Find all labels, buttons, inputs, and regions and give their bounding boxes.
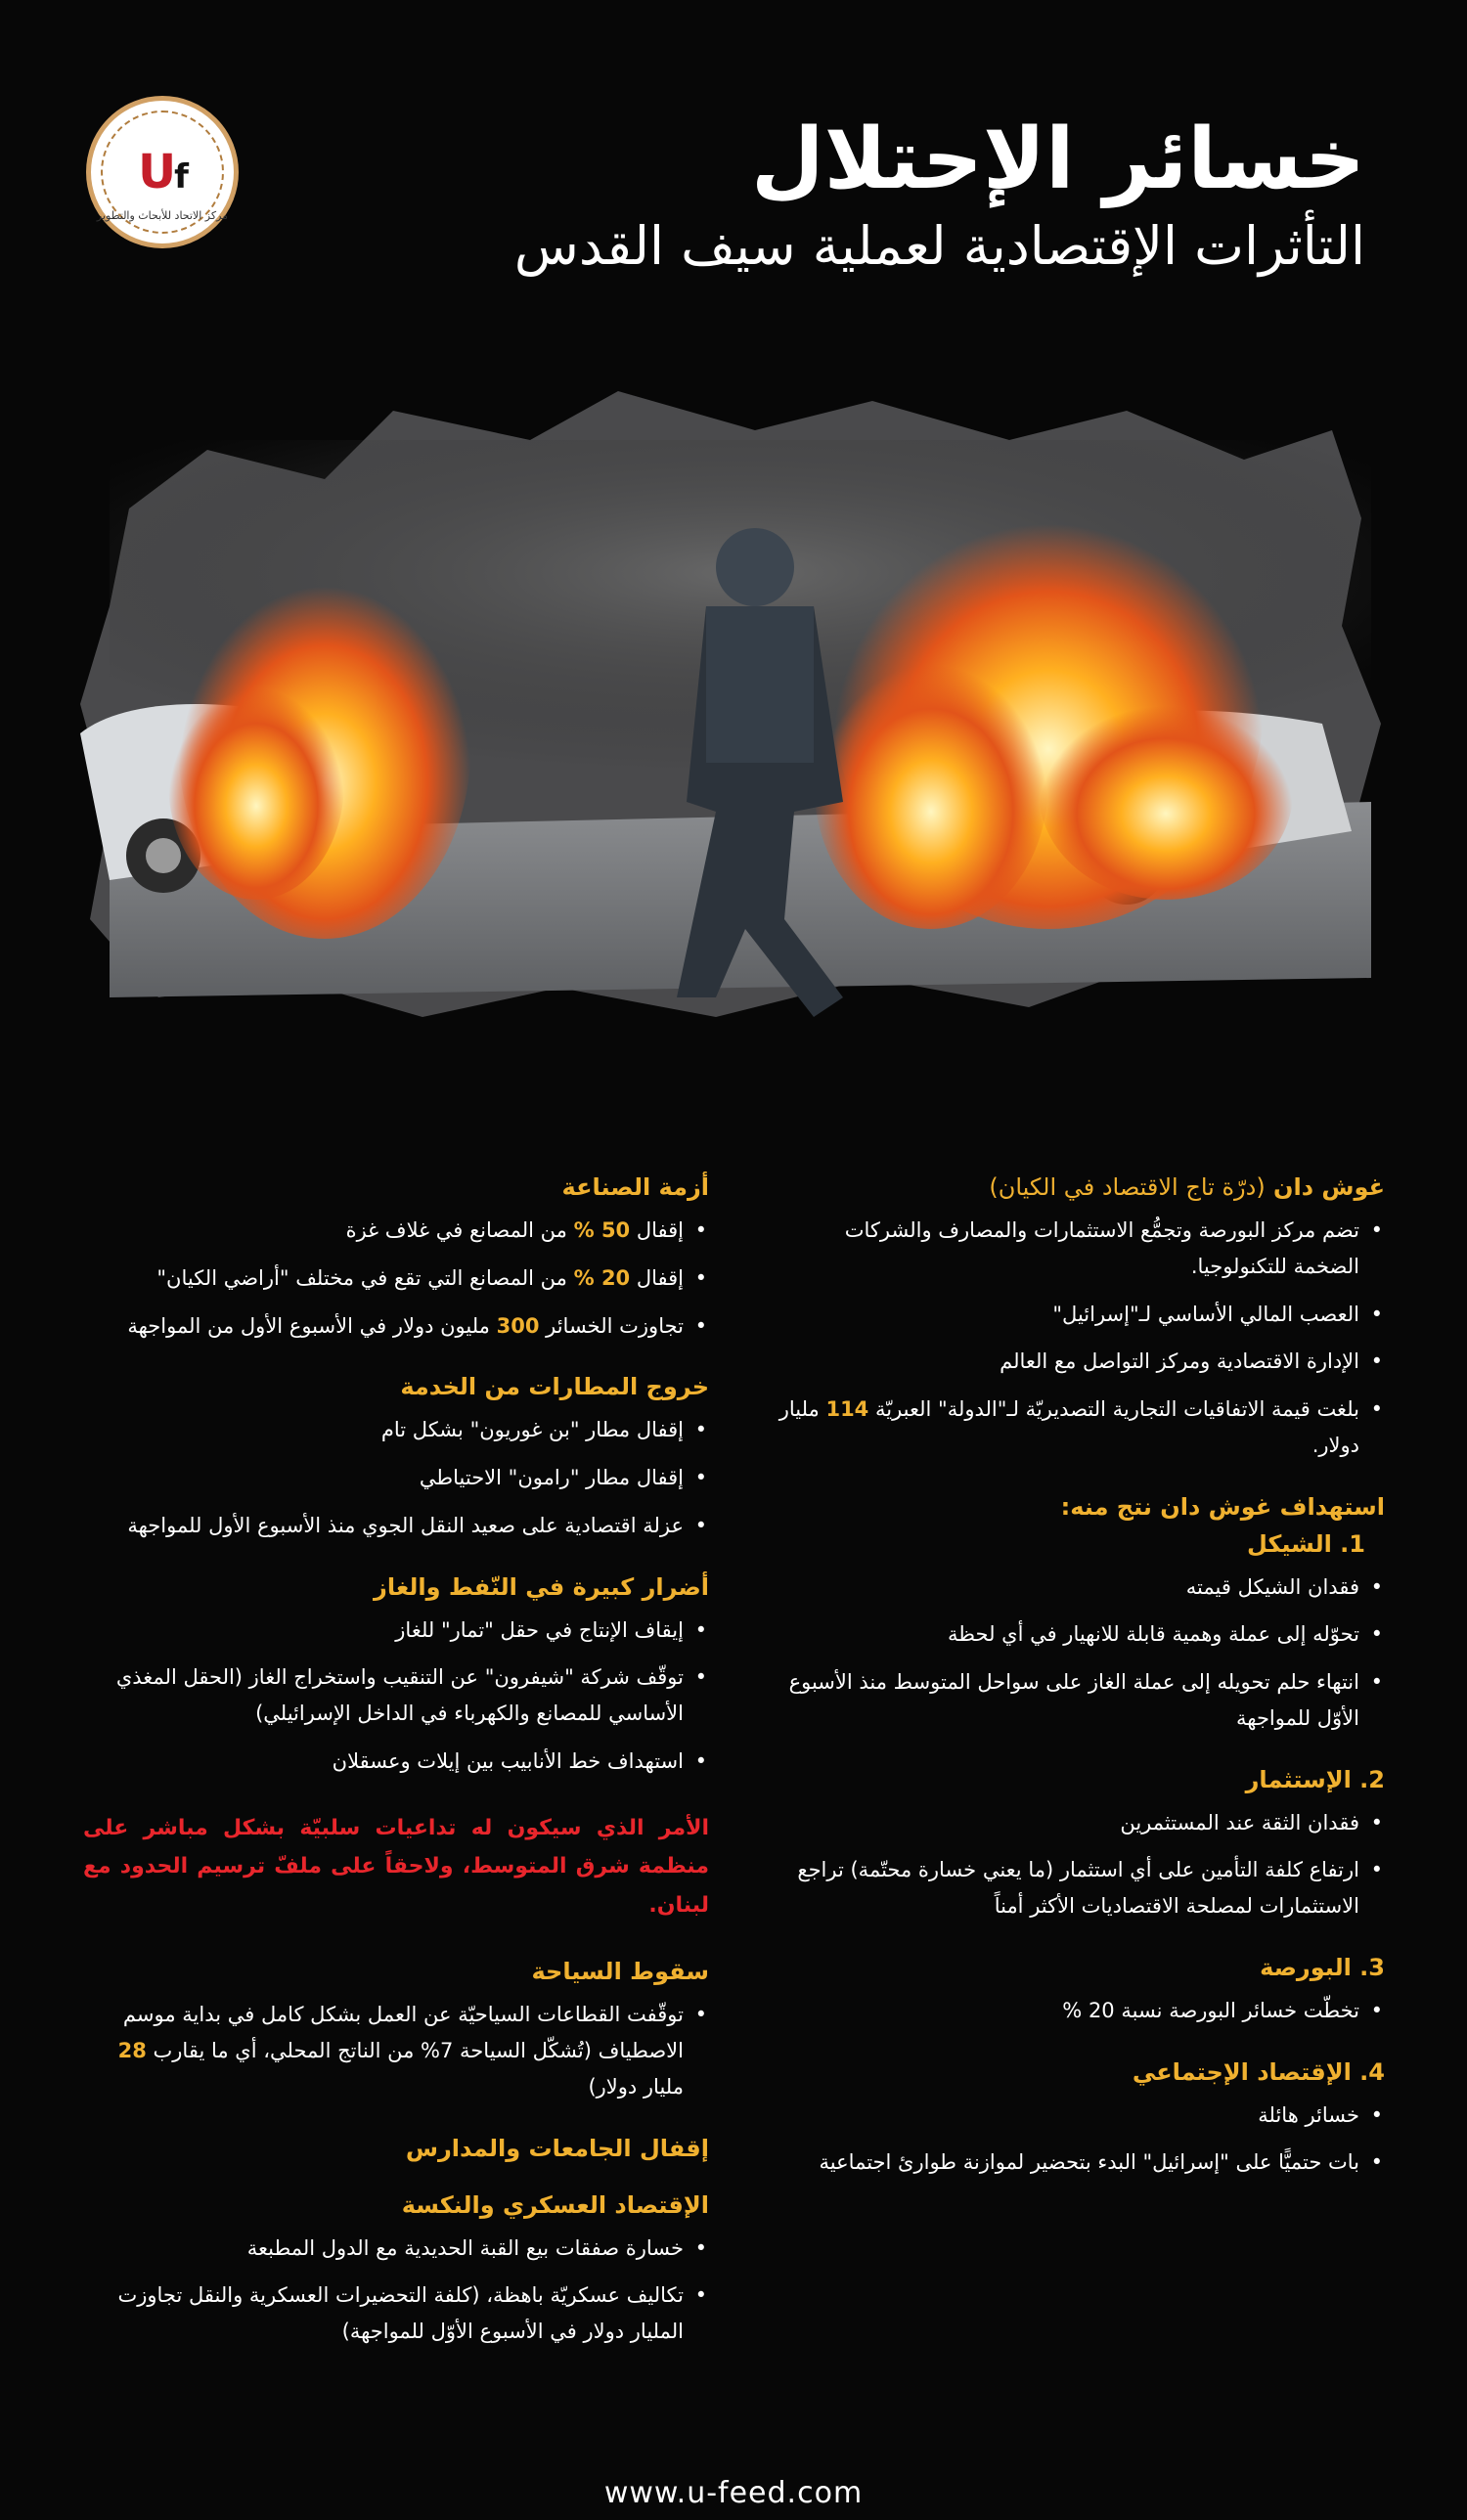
airports-title: خروج المطارات من الخدمة [400,1373,709,1401]
military-list [83,2231,709,2350]
list-item: • تحوّله إلى عملة وهمية قابلة للانهيار في أي لحظة [778,1616,1385,1653]
industry-section [83,1173,709,1344]
list-item: • ارتفاع كلفة التأمين على أي استثمار (ما يعني خسارة محتّمة) تراجع الاستثمارات لمصلحة الاقتصاديات الأكثر أمناً [778,1852,1385,1924]
list-item: • إقفال مطار "رامون" الاحتياطي [83,1460,709,1496]
universities-section [83,2135,709,2162]
list-item: • استهداف خط الأنابيب بين إيلات وعسقلان [83,1744,709,1780]
list-item: • تخطّت خسائر البورصة نسبة 20 % [778,1993,1385,2029]
list-item: • انتهاء حلم تحويله إلى عملة الغاز على سواحل المتوسط منذ الأسبوع الأوّل للمواجهة [778,1664,1385,1737]
page-title: خسائر الإحتلال [750,111,1365,208]
list-item: • إقفال مطار "بن غوريون" بشكل تام [83,1412,709,1448]
shekel-list [778,1569,1385,1737]
left-column [83,1173,709,2379]
list-item: • توقّف شركة "شيفرون" عن التنقيب واستخراج الغاز (الحقل المغذي الأساسي للمصانع والكهرباء في الداخل الإسرائيلي) [83,1659,709,1732]
list-item: • خسائر هائلة [778,2098,1385,2134]
shekel-title: 1. الشيكل [1246,1529,1365,1558]
airports-list [83,1412,709,1543]
list-item: • خسارة صفقات بيع القبة الحديدية مع الدول المطبعة [83,2231,709,2267]
investment-section [778,1766,1385,1924]
gush-dan-section [778,1173,1385,1464]
industry-title: أزمة الصناعة [561,1173,709,1201]
oil-gas-title: أضرار كبيرة في النّفط والغاز [374,1572,709,1601]
social-list [778,2098,1385,2182]
stock-title: 3. البورصة [1260,1953,1385,1981]
list-item: • فقدان الشيكل قيمته [778,1569,1385,1606]
military-title: الإقتصاد العسكري والنكسة [401,2190,709,2219]
list-item: • تجاوزت الخسائر 300 مليون دولار في الأسبوع الأول من المواجهة [83,1308,709,1345]
footer-url[interactable]: www.u-feed.com [603,2476,864,2510]
list-item: • بلغت قيمة الاتفاقيات التجارية التصديريّة لـ"الدولة" العبريّة 114 مليار دولار. [778,1392,1385,1464]
stock-section [778,1954,1385,2029]
stock-list [778,1993,1385,2029]
list-item: • عزلة اقتصادية على صعيد النقل الجوي منذ الأسبوع الأول للمواجهة [83,1508,709,1544]
gush-dan-list [778,1213,1385,1464]
industry-list [83,1213,709,1344]
oil-gas-list [83,1613,709,1780]
gush-dan-title: غوش دان (درّة تاج الاقتصاد في الكيان) [989,1173,1385,1201]
shekel-section [778,1530,1385,1737]
oil-gas-section [83,1573,709,1780]
list-item: • العصب المالي الأساسي لـ"إسرائيل" [778,1297,1385,1333]
investment-title: 2. الإستثمار [1245,1765,1385,1793]
list-item: • إيقاف الإنتاج في حقل "تمار" للغاز [83,1613,709,1649]
social-title: 4. الإقتصاد الإجتماعي [1132,2057,1385,2086]
right-column [778,1173,1385,2210]
page-subtitle: التأثرات الإقتصادية لعملية سيف القدس [513,215,1365,277]
hero-image [70,372,1397,1037]
list-item: • إقفال 20 % من المصانع التي تقع في مختلف "أراضي الكيان" [83,1260,709,1297]
universities-title: إقفال الجامعات والمدارس [405,2134,709,2162]
military-section [83,2191,709,2350]
logo-mark: Uf [138,145,187,199]
investment-list [778,1805,1385,1924]
targeting-intro: استهداف غوش دان نتج منه: [1060,1492,1385,1521]
warning-text: الأمر الذي سيكون له تداعيات سلبيّة بشكل مباشر على منظمة شرق المتوسط، ولاحقاً على ملفّ ترسيم الحدود مع لبنان. [83,1815,709,1918]
list-item: • توقّفت القطاعات السياحيّة عن العمل بشكل كامل في بداية موسم الاصطياف (تُشكّل السياحة 7% من الناتج المحلي، أي ما يقارب 28 مليار دولار) [83,1997,709,2104]
list-item: • فقدان الثقة عند المستثمرين [778,1805,1385,1841]
burning-cars-photo [70,372,1397,1037]
list-item: • بات حتميًّا على "إسرائيل" البدء بتحضير لموازنة طوارئ اجتماعية [778,2144,1385,2181]
list-item: • إقفال 50 % من المصانع في غلاف غزة [83,1213,709,1249]
list-item: • تضم مركز البورصة وتجمُّع الاستثمارات والمصارف والشركات الضخمة للتكنولوجيا. [778,1213,1385,1285]
social-section [778,2058,1385,2182]
logo-tagline: مركز الاتحاد للأبحاث والتطوير [96,209,229,222]
list-item: • تكاليف عسكريّة باهظة، (كلفة التحضيرات العسكرية والنقل تجاوزت المليار دولار في الأسبوع الأوّل للمواجهة) [83,2277,709,2350]
list-item: • الإدارة الاقتصادية ومركز التواصل مع العالم [778,1344,1385,1380]
tourism-list [83,1997,709,2104]
airports-section [83,1373,709,1543]
logo [86,96,239,248]
tourism-section [83,1958,709,2104]
tourism-title: سقوط السياحة [531,1958,709,1986]
